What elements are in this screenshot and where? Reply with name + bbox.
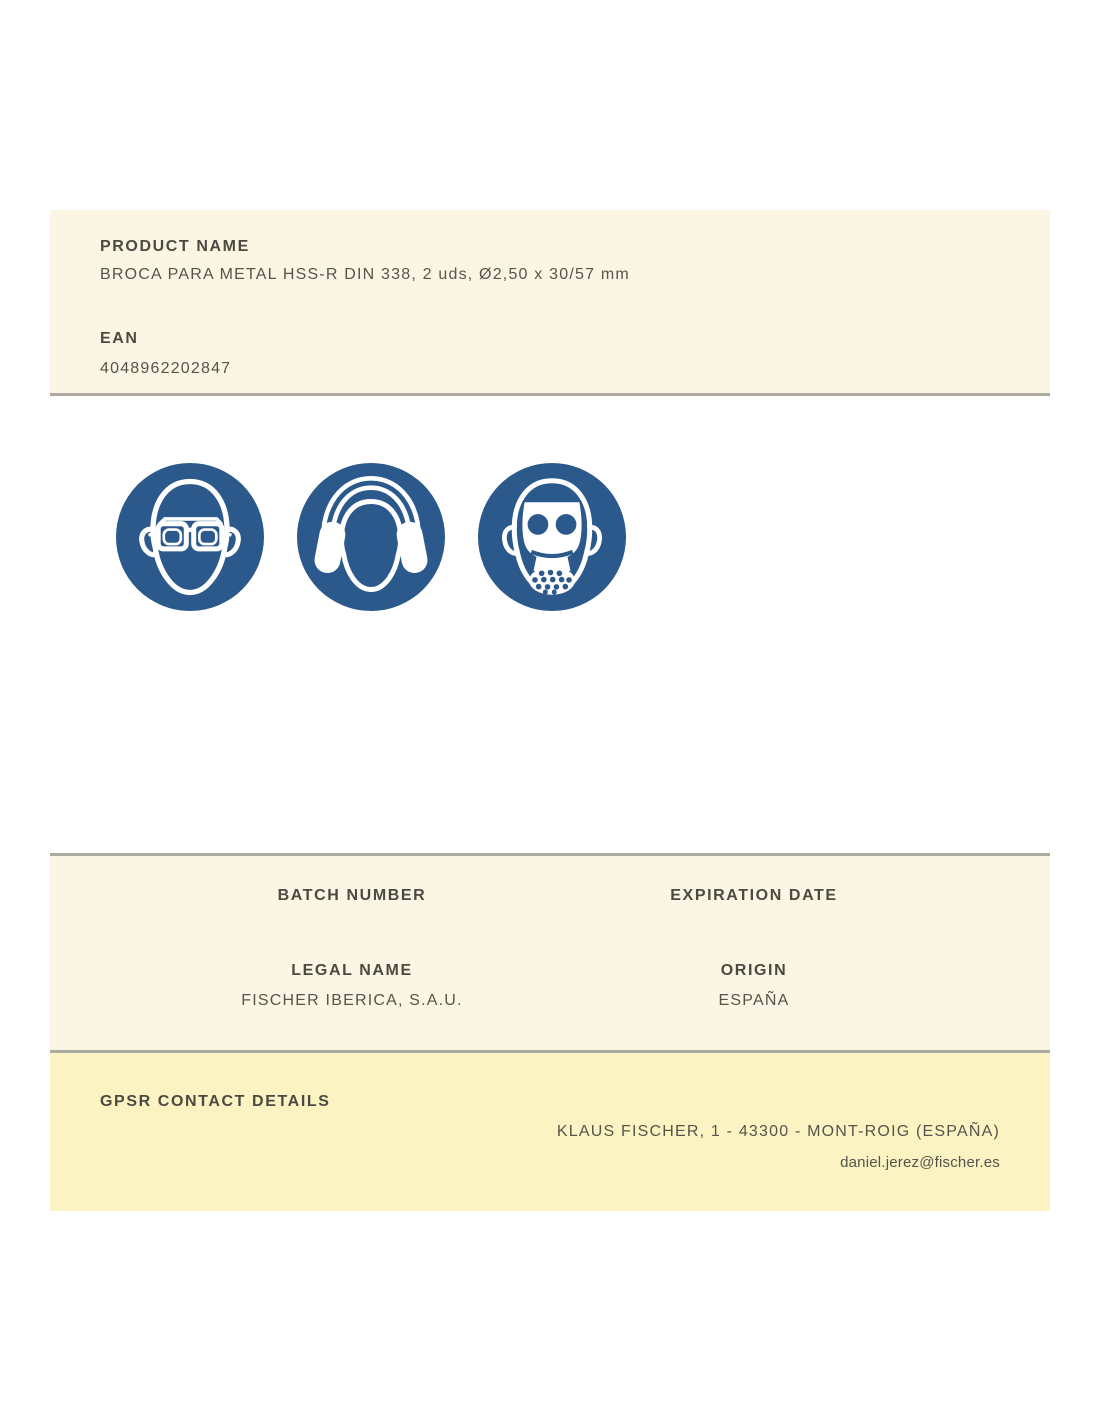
ean-value: 4048962202847 [100, 360, 232, 377]
batch-number-label: BATCH NUMBER [277, 887, 427, 904]
origin-label: ORIGIN [720, 962, 788, 979]
wear-ear-protection-icon [297, 463, 445, 611]
product-panel [50, 210, 1050, 396]
product-name-label: PRODUCT NAME [100, 238, 250, 255]
gpsr-email: daniel.jerez@fischer.es [840, 1154, 1000, 1171]
gpsr-panel [50, 1053, 1050, 1211]
gpsr-contact-label: GPSR CONTACT DETAILS [100, 1093, 331, 1110]
expiration-date-label: EXPIRATION DATE [670, 887, 838, 904]
wear-eye-protection-icon [116, 463, 264, 611]
ean-label: EAN [100, 330, 139, 347]
safety-icons-row [116, 463, 626, 611]
legal-name-value: FISCHER IBERICA, S.A.U. [241, 992, 463, 1009]
origin-value: ESPAÑA [718, 992, 790, 1009]
product-name-value: BROCA PARA METAL HSS-R DIN 338, 2 uds, Ø2,50 x 30/57 mm [100, 266, 630, 283]
wear-respiratory-protection-icon [478, 463, 626, 611]
batch-panel [50, 853, 1050, 1053]
legal-name-label: LEGAL NAME [291, 962, 413, 979]
gpsr-address: KLAUS FISCHER, 1 - 43300 - MONT-ROIG (ESPAÑA) [556, 1123, 1000, 1140]
